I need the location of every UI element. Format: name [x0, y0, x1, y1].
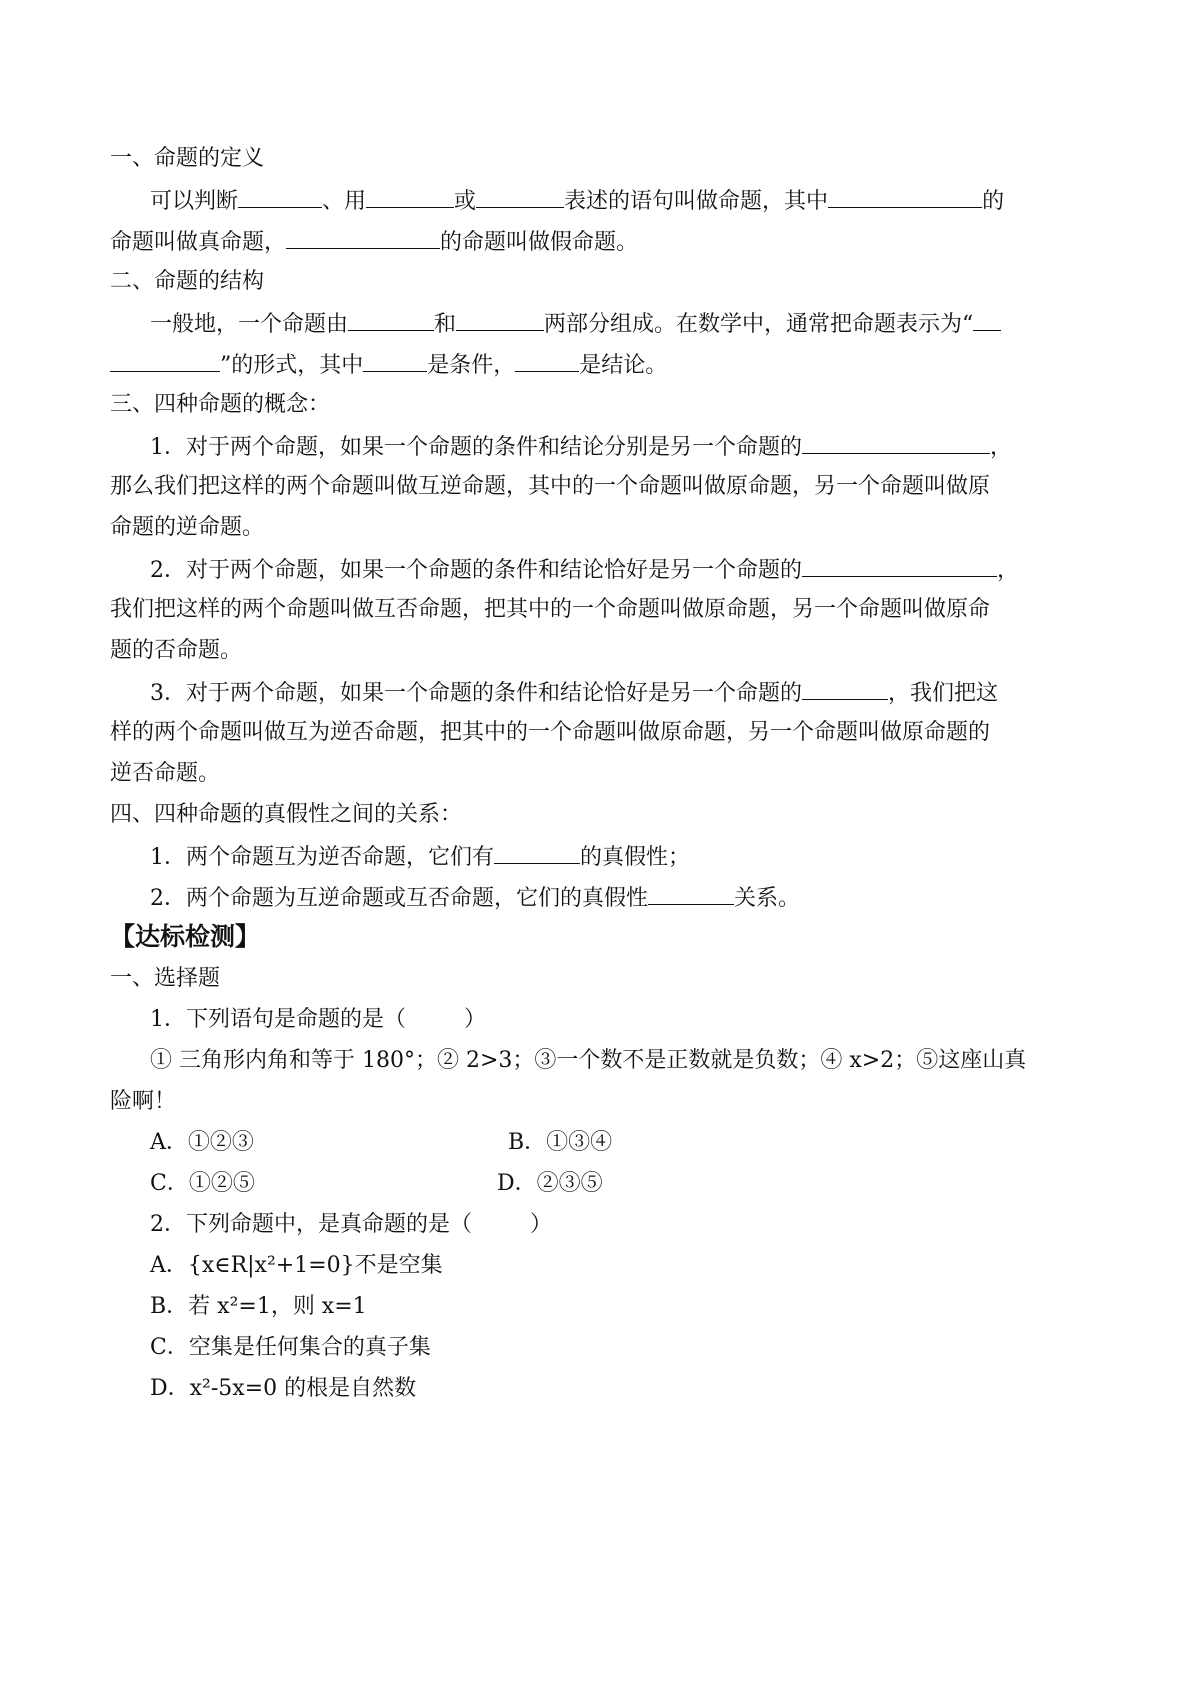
text-segment: 险啊！: [110, 1089, 177, 1114]
text-segment: ，我们把这: [888, 681, 999, 706]
text-segment: 那么我们把这样的两个命题叫做互逆命题，其中的一个命题叫做原命题，另一个命题叫做原: [110, 474, 991, 499]
fill-blank[interactable]: [828, 185, 982, 208]
option-text: A．①②③: [150, 1130, 254, 1155]
text-segment: 是结论。: [579, 353, 668, 378]
question-2-stem: [150, 1210, 552, 1240]
fill-blank[interactable]: [802, 677, 888, 700]
text-segment: 我们把这样的两个命题叫做互否命题，把其中的一个命题叫做原命题，另一个命题叫做原命: [110, 597, 991, 622]
fill-blank[interactable]: [648, 882, 734, 905]
section-heading-definition: [110, 144, 264, 174]
section-heading-truth-relations: [110, 800, 462, 830]
text-segment: ① 三角形内角和等于 180°；② 2>3；③一个数不是正数就是负数；④ x>2；⑤这座山真: [150, 1048, 1027, 1073]
text-segment: 的命题叫做假命题。: [440, 230, 639, 255]
text-segment: 、用: [322, 189, 367, 214]
text-segment: 3．对于两个命题，如果一个命题的条件和结论恰好是另一个命题的: [150, 681, 802, 706]
fill-blank[interactable]: [802, 554, 997, 577]
text-segment: 一般地，一个命题由: [150, 312, 349, 337]
option-text: B．若 x²=1，则 x=1: [150, 1294, 367, 1319]
text-segment: 题的否命题。: [110, 638, 243, 663]
text-segment: 命题的逆命题。: [110, 515, 265, 540]
text-segment: 1．两个命题互为逆否命题，它们有: [150, 845, 494, 870]
structure-line-1: [150, 308, 1001, 340]
fill-blank[interactable]: [515, 349, 579, 372]
title-text: 【达标检测】: [110, 922, 261, 951]
relation-item-2: [150, 882, 800, 914]
option-text: B．①③④: [508, 1130, 613, 1155]
text-segment: 2．对于两个命题，如果一个命题的条件和结论恰好是另一个命题的: [150, 558, 802, 583]
option-text: A．{x∈R|x²+1=0}不是空集: [150, 1253, 443, 1278]
text-segment: 或: [454, 189, 477, 214]
question-2-option-a[interactable]: [150, 1251, 443, 1281]
fill-blank[interactable]: [348, 308, 434, 331]
option-text: C．①②⑤: [150, 1171, 255, 1196]
concept-1-line-2: [110, 472, 990, 502]
text-segment: 2．两个命题为互逆命题或互否命题，它们的真假性: [150, 886, 648, 911]
text-segment: ，: [990, 435, 1013, 460]
fill-blank[interactable]: [238, 185, 322, 208]
text-segment: 2．下列命题中，是真命题的是（: [150, 1212, 472, 1237]
fill-blank[interactable]: [456, 308, 544, 331]
text-segment: ）: [464, 1007, 487, 1032]
question-2-option-c[interactable]: [150, 1333, 431, 1363]
heading-text: 二、命题的结构: [110, 269, 265, 294]
text-segment: ）: [530, 1212, 553, 1237]
section-heading-four-propositions: [110, 390, 330, 420]
fill-blank[interactable]: [366, 185, 454, 208]
structure-line-2: [110, 349, 667, 381]
fill-blank[interactable]: [476, 185, 564, 208]
text-segment: 1．下列语句是命题的是（: [150, 1007, 406, 1032]
question-1-option-a[interactable]: [150, 1128, 254, 1158]
option-text: D．②③⑤: [497, 1171, 603, 1196]
question-2-option-b[interactable]: [150, 1292, 367, 1322]
relation-item-1: [150, 841, 690, 873]
text-segment: 表述的语句叫做命题，其中: [564, 189, 829, 214]
question-1-items-line-2: [110, 1087, 176, 1117]
text-segment: 1．对于两个命题，如果一个命题的条件和结论分别是另一个命题的: [150, 435, 802, 460]
fill-blank[interactable]: [802, 431, 990, 454]
heading-text: 三、四种命题的概念：: [110, 392, 331, 417]
text-segment: 可以判断: [150, 189, 239, 214]
question-1-stem: [150, 1005, 486, 1035]
fill-blank[interactable]: [110, 349, 220, 372]
fill-blank[interactable]: [973, 308, 1001, 331]
text-segment: 两部分组成。在数学中，通常把命题表示为“: [544, 312, 974, 337]
text-segment: 和: [434, 312, 457, 337]
text-segment: 样的两个命题叫做互为逆否命题，把其中的一个命题叫做原命题，另一个命题叫做原命题的: [110, 720, 991, 745]
option-text: D．x²-5x=0 的根是自然数: [150, 1376, 417, 1401]
text-segment: 的真假性；: [580, 845, 691, 870]
concept-1-line-1: [150, 431, 1012, 463]
concept-3-line-1: [150, 677, 998, 709]
text-segment: ”的形式，其中: [220, 353, 364, 378]
check-section-title: [110, 922, 260, 952]
section-heading-structure: [110, 267, 264, 297]
heading-text: 四、四种命题的真假性之间的关系：: [110, 802, 463, 827]
text-segment: 的: [982, 189, 1005, 214]
text-segment: 关系。: [734, 886, 801, 911]
question-1-option-b[interactable]: [508, 1128, 612, 1158]
question-1-items-line-1: [150, 1046, 1026, 1076]
fill-blank[interactable]: [494, 841, 580, 864]
definition-line-1: [150, 185, 1004, 217]
fill-blank[interactable]: [363, 349, 427, 372]
concept-2-line-1: [150, 554, 1019, 586]
option-text: C．空集是任何集合的真子集: [150, 1335, 431, 1360]
text-segment: ，: [997, 558, 1020, 583]
concept-1-line-3: [110, 513, 264, 543]
text-segment: 命题叫做真命题，: [110, 230, 287, 255]
text-segment: 逆否命题。: [110, 761, 221, 786]
question-1-option-d[interactable]: [497, 1169, 603, 1199]
concept-2-line-2: [110, 595, 990, 625]
heading-text: 一、选择题: [110, 966, 221, 991]
question-1-option-c[interactable]: [150, 1169, 255, 1199]
fill-blank[interactable]: [286, 226, 440, 249]
heading-text: 一、命题的定义: [110, 146, 265, 171]
concept-3-line-2: [110, 718, 990, 748]
concept-3-line-3: [110, 759, 220, 789]
definition-line-2: [110, 226, 638, 258]
choice-section-heading: [110, 964, 220, 994]
question-2-option-d[interactable]: [150, 1374, 416, 1404]
text-segment: 是条件，: [427, 353, 516, 378]
concept-2-line-3: [110, 636, 242, 666]
